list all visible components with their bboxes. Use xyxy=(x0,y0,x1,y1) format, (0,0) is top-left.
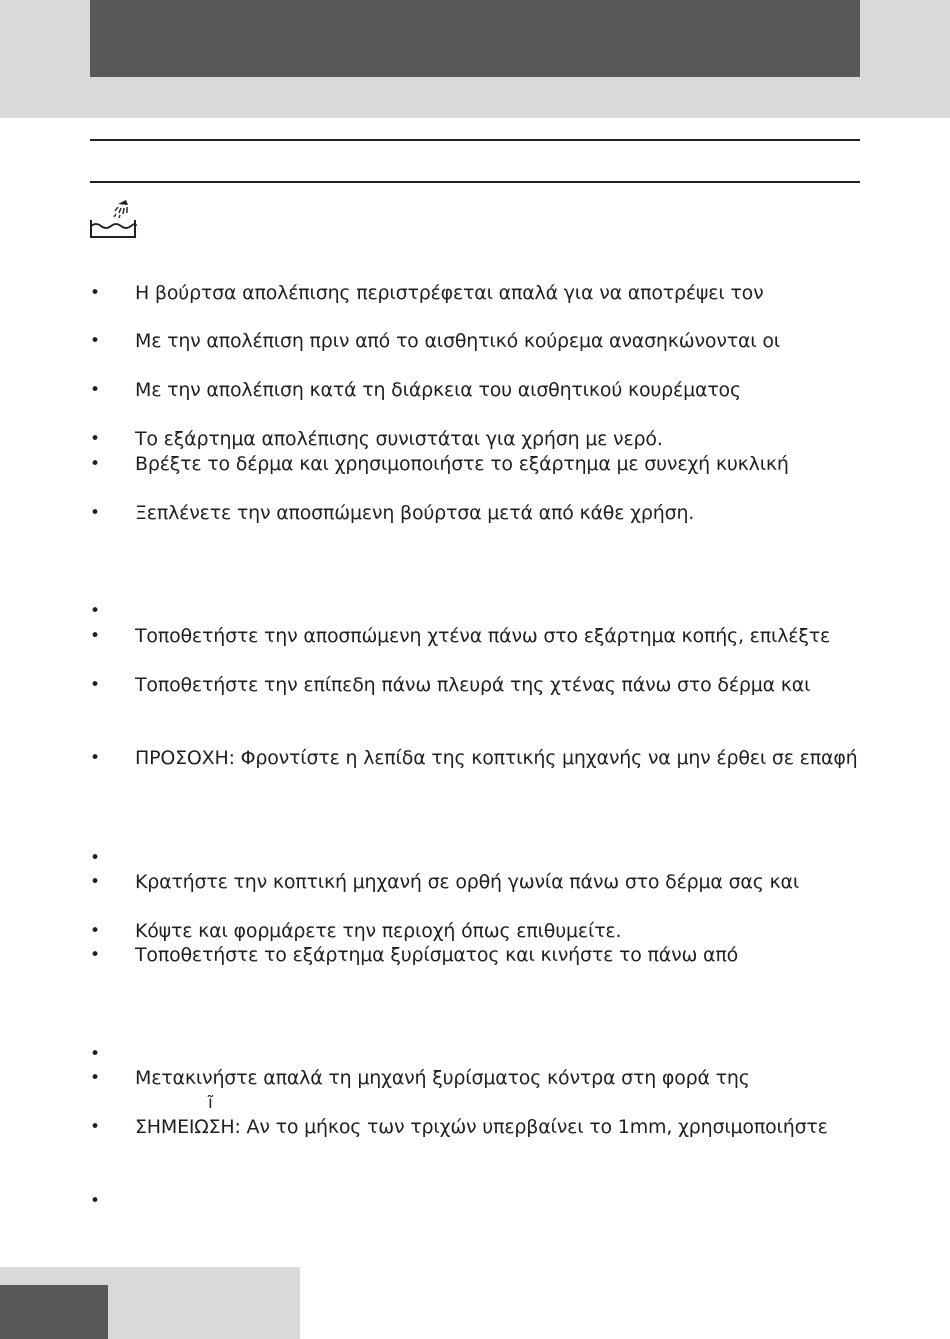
bullet-glyph: • xyxy=(90,503,101,523)
list-item-text: Με την απολέπιση κατά τη διάρκεια του αισθητικού κουρέματος xyxy=(135,379,741,401)
list-item xyxy=(90,919,870,943)
bullet-glyph: • xyxy=(90,1191,101,1211)
list-item xyxy=(90,1066,870,1090)
list-item-text: Με την απολέπιση πριν από το αισθητικό κούρεμα ανασηκώνονται οι xyxy=(135,330,781,352)
list-item xyxy=(90,599,870,623)
list-item-text: Τοποθετήστε το εξάρτημα ξυρίσματος και κινήστε το πάνω από xyxy=(135,944,739,966)
list-item xyxy=(90,501,870,525)
list-item-text: Βρέξτε το δέρμα και χρησιμοποιήστε το εξάρτημα με συνεχή κυκλική xyxy=(135,453,789,475)
list-item xyxy=(90,378,870,402)
bullet-glyph: • xyxy=(90,748,101,768)
bullet-glyph: • xyxy=(90,454,101,474)
bullet-glyph: • xyxy=(90,945,101,965)
section-rule-bottom xyxy=(90,181,860,183)
list-item xyxy=(90,673,870,697)
list-item-text: ΠΡΟΣΟΧΗ: Φροντίστε η λεπίδα της κοπτικής μηχανής να μην έρθει σε επαφή xyxy=(135,747,858,769)
bullet-glyph: • xyxy=(90,872,101,892)
list-item xyxy=(90,427,870,451)
bullet-glyph: • xyxy=(90,331,101,351)
list-item xyxy=(90,746,870,770)
list-item-text: Η βούρτσα απολέπισης περιστρέφεται απαλά για να αποτρέψει τον xyxy=(135,282,764,304)
list-item xyxy=(90,624,870,648)
list-item xyxy=(90,329,870,353)
bullet-glyph: • xyxy=(90,429,101,449)
list-item xyxy=(90,870,870,894)
stray-glyph: ĩ xyxy=(208,1093,213,1113)
list-item xyxy=(90,1115,870,1139)
list-item xyxy=(90,452,870,476)
list-item xyxy=(90,281,870,305)
bullet-glyph: • xyxy=(90,626,101,646)
list-item-text: Μετακινήστε απαλά τη μηχανή ξυρίσματος κόντρα στη φορά της xyxy=(135,1067,750,1089)
list-item-text: Τοποθετήστε την επίπεδη πάνω πλευρά της χτένας πάνω στο δέρμα και xyxy=(135,674,811,696)
bullet-glyph: • xyxy=(90,675,101,695)
footer-page-tab xyxy=(0,1285,108,1339)
water-shower-icon xyxy=(88,198,138,240)
list-item-text: Κρατήστε την κοπτική μηχανή σε ορθή γωνία πάνω στο δέρμα σας και xyxy=(135,871,800,893)
bullet-glyph: • xyxy=(90,921,101,941)
list-item xyxy=(90,846,870,870)
list-item-text: ΣΗΜΕΙΩΣΗ: Αν το μήκος των τριχών υπερβαίνει το 1mm, χρησιμοποιήστε xyxy=(135,1116,828,1138)
list-item-text: Το εξάρτημα απολέπισης συνιστάται για χρήση με νερό. xyxy=(135,428,663,450)
list-item xyxy=(90,1189,870,1213)
list-item xyxy=(90,1042,870,1066)
bullet-glyph: • xyxy=(90,380,101,400)
list-item-text: Τοποθετήστε την αποσπώμενη χτένα πάνω στο εξάρτημα κοπής, επιλέξτε xyxy=(135,625,831,647)
bullet-glyph: • xyxy=(90,601,101,621)
bullet-glyph: • xyxy=(90,1044,101,1064)
list-item-text: Κόψτε και φορμάρετε την περιοχή όπως επιθυμείτε. xyxy=(135,920,622,942)
bullet-glyph: • xyxy=(90,283,101,303)
bullet-glyph: • xyxy=(90,848,101,868)
bullet-glyph: • xyxy=(90,1068,101,1088)
section-rule-top xyxy=(90,139,860,141)
list-item xyxy=(90,943,870,967)
bullet-glyph: • xyxy=(90,1117,101,1137)
header-bar xyxy=(90,0,860,77)
list-item-text: Ξεπλένετε την αποσπώμενη βούρτσα μετά από κάθε χρήση. xyxy=(135,502,695,524)
